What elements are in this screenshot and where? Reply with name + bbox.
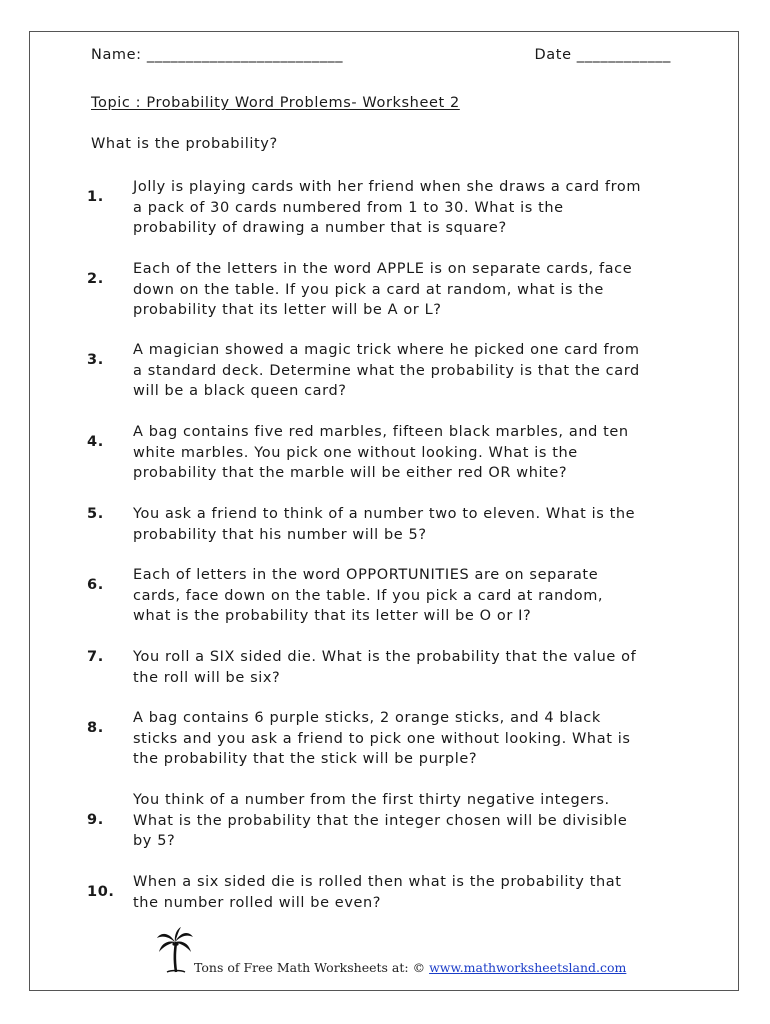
question-number: 7. [87,649,104,665]
question-text [133,565,677,627]
question-line: probability of drawing a number that is square? [133,220,507,236]
question-line: A magician showed a magic trick where he picked one card from [133,342,640,358]
question-text [133,422,677,484]
question-line: the number rolled will be even? [133,894,382,911]
topic-title: Topic : Probability Word Problems- Worksheet 2 [91,95,460,111]
question-line: A bag contains 6 purple sticks, 2 orange sticks, and 4 black [133,710,601,726]
question-line: white marbles. You pick one without looking. What is the [133,444,578,461]
question-line: by 5? [133,833,176,849]
palm-tree-icon [155,926,195,974]
question-number: 2. [87,271,104,287]
worksheet-footer [150,926,630,976]
name-field: Name: _________________________ [91,47,344,63]
instruction-text: What is the probability? [91,136,278,152]
question-line: probability that his number will be 5? [133,526,427,543]
question-line: the roll will be six? [133,669,281,686]
question-number: 1. [87,189,104,205]
question-line: probability that its letter will be A or L? [133,302,442,318]
question-line: Each of the letters in the word APPLE is on separate cards, face [133,261,633,277]
question-line: What is the probability that the integer chosen will be divisible [133,812,628,829]
question-line: You think of a number from the first thirty negative integers. [133,792,610,808]
question-text [133,177,677,239]
question-number: 4. [87,434,104,450]
question-number: 5. [87,506,104,522]
question-line: sticks and you ask a friend to pick one without looking. What is [133,730,631,747]
question-number: 9. [87,812,104,828]
question-line: will be a black queen card? [133,383,347,399]
question-line: a standard deck. Determine what the probability is that the card [133,362,640,379]
question-text [133,504,677,545]
footer-credit: Tons of Free Math Worksheets at: © [194,960,430,975]
question-text [133,259,677,321]
question-text [133,647,677,688]
question-text [133,708,677,770]
question-line: down on the table. If you pick a card at random, what is the [133,281,604,298]
question-text [133,790,677,852]
question-line: the probability that the stick will be purple? [133,751,478,767]
footer-text [194,960,626,975]
website-link[interactable]: www.mathworksheetsland.com [429,960,627,975]
question-number: 6. [87,577,104,593]
question-number: 10. [87,884,115,900]
question-line: Jolly is playing cards with her friend when she draws a card from [133,179,642,195]
worksheet-header [91,47,671,69]
question-line: probability that the marble will be either red OR white? [133,465,568,481]
question-number: 3. [87,352,104,368]
question-line: a pack of 30 cards numbered from 1 to 30. What is the [133,199,564,216]
question-line: Each of letters in the word OPPORTUNITIES are on separate [133,567,599,583]
date-field: Date ____________ [534,47,671,63]
question-text [133,872,677,913]
question-line: You ask a friend to think of a number two to eleven. What is the [133,506,636,522]
question-line: cards, face down on the table. If you pick a card at random, [133,587,604,604]
question-number: 8. [87,720,104,736]
question-line: You roll a SIX sided die. What is the probability that the value of [133,649,637,665]
question-line: A bag contains five red marbles, fifteen black marbles, and ten [133,424,629,440]
question-text [133,340,677,402]
question-line: When a six sided die is rolled then what is the probability that [133,874,622,890]
question-line: what is the probability that its letter will be O or I? [133,608,532,624]
